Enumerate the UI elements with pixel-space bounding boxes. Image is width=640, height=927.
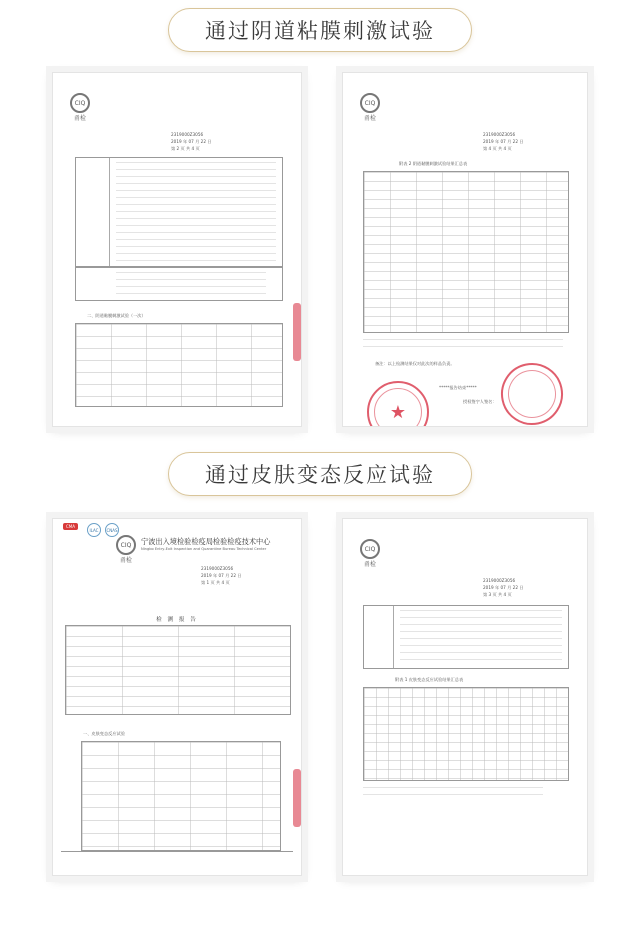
sample-info-table [65, 625, 291, 715]
ilac-badge-icon: ILAC [87, 523, 101, 537]
official-seal [367, 381, 429, 427]
report-meta: 2319000Z3056 2019 年 07 月 22 日 第 1 页 共 4 页 [201, 566, 242, 585]
seal-star-icon: ★ [389, 401, 407, 423]
table-title: 附表 1 皮肤变态反应试验结果汇总表 [395, 677, 464, 682]
report-meta: 2319000Z3056 2019 年 07 月 22 日 第 2 页 共 4 页 [171, 132, 212, 151]
logo-seal-icon: CIQ [70, 93, 90, 113]
report-page-skin-results [342, 518, 588, 876]
table-title: 附表 2 阴道黏膜刺激试验结果汇总表 [399, 161, 468, 166]
inspection-logo: CIQ 甬检 [357, 93, 383, 123]
inspection-logo: CIQ 甬检 [67, 93, 93, 123]
page-seal-edge [293, 303, 301, 361]
inspection-logo: CIQ 甬检 [357, 539, 383, 569]
report-page-vaginal-test [52, 72, 302, 427]
section-heading: 二、阴道黏膜刺激试验（一次） [87, 313, 146, 318]
logo-seal-icon: CIQ [360, 539, 380, 559]
report-title: 检 测 报 告 [156, 617, 198, 623]
results-summary-table [363, 171, 569, 333]
inspection-logo: CIQ 甬检 [113, 535, 139, 565]
logo-seal-icon: CIQ [360, 93, 380, 113]
signer-label: 授权签字人签名： [463, 399, 497, 404]
method-table [75, 157, 283, 267]
report-end-text: *****报告结束***** [439, 385, 477, 390]
page-footer [61, 851, 293, 865]
signature-seal [495, 357, 569, 427]
sample-info-table [75, 323, 283, 407]
result-table [75, 267, 283, 301]
method-table [81, 741, 281, 851]
section-title-vaginal: 通过阴道粘膜刺激试验 [168, 8, 472, 52]
section-title-skin: 通过皮肤变态反应试验 [168, 452, 472, 496]
results-summary-table [363, 687, 569, 781]
section-heading: 一、皮肤变态反应试验 [83, 731, 125, 736]
report-page-cover [52, 518, 302, 876]
report-page-vaginal-results [342, 72, 588, 427]
cma-badge-icon: CMA [63, 523, 78, 530]
result-table [363, 605, 569, 669]
cnas-badge-icon: CNAS [105, 523, 119, 537]
remark-text: 备注：以上检测结果仅对此次的样品负责。 [375, 361, 455, 366]
institution-subtitle: Ningbo Entry-Exit Inspection and Quarantine Bureau Technical Center [141, 547, 267, 551]
institution-title: 宁波出入境检验检疫局检验检疫技术中心 [141, 537, 271, 546]
report-meta: 2319000Z3056 2019 年 07 月 22 日 第 3 页 共 4 页 [483, 578, 524, 597]
page-seal-edge [293, 769, 301, 827]
logo-seal-icon: CIQ [116, 535, 136, 555]
report-meta: 2319000Z3056 2019 年 07 月 22 日 第 4 页 共 4 页 [483, 132, 524, 151]
